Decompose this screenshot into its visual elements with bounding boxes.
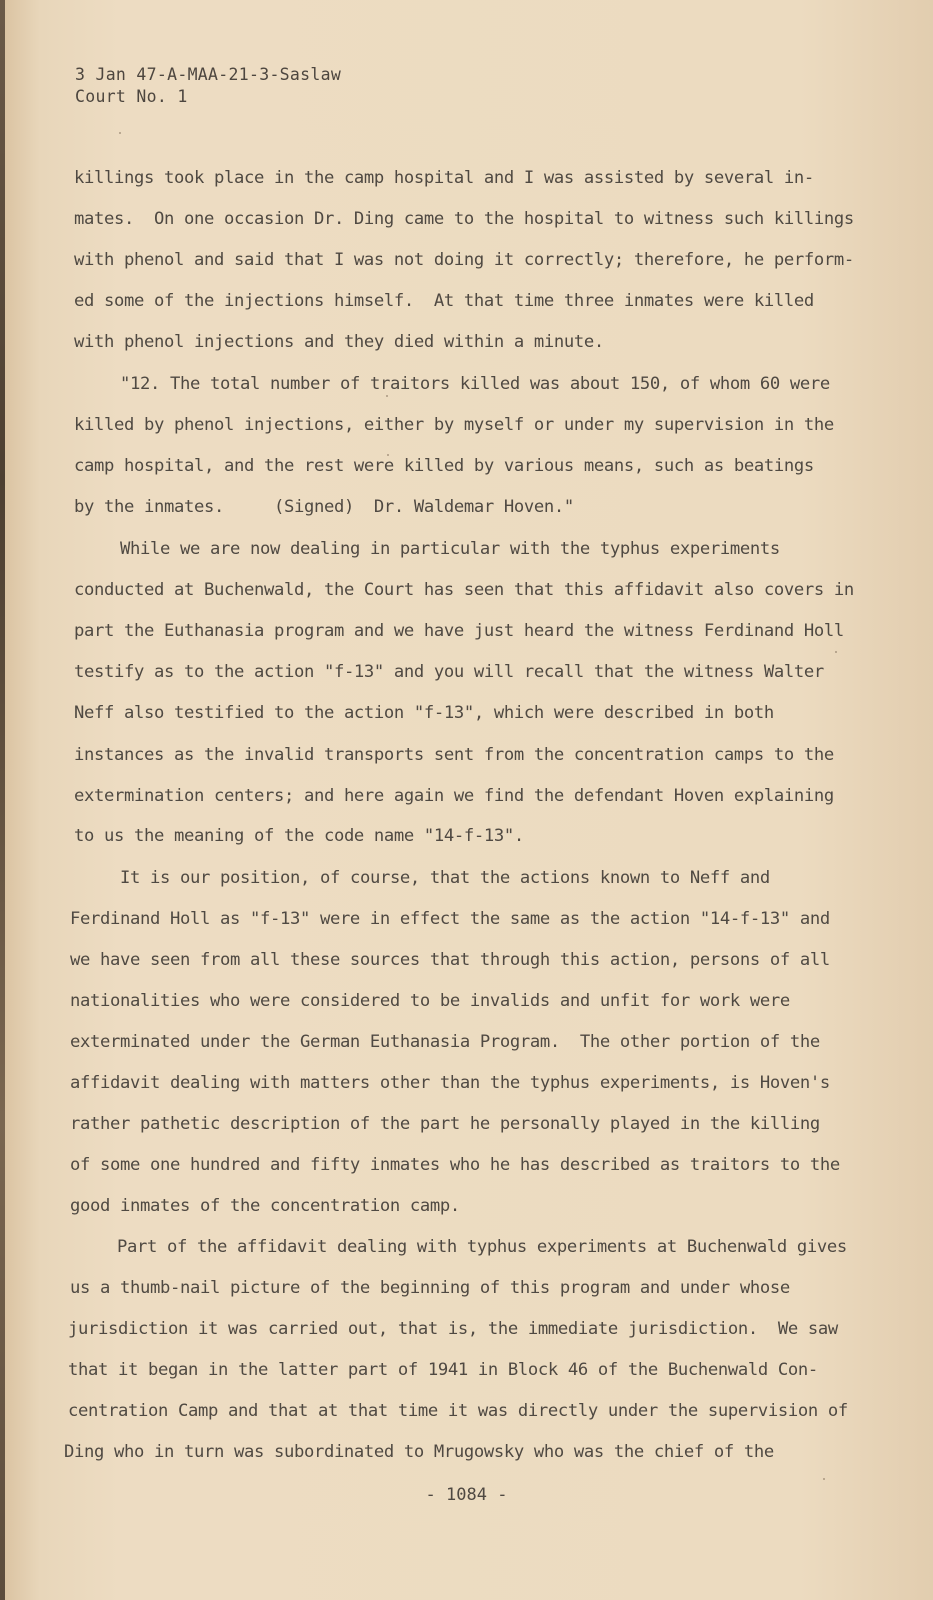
text-line: rather pathetic description of the part he personally played in the killing <box>70 1114 820 1134</box>
text-line: nationalities who were considered to be invalids and unfit for work were <box>70 991 790 1011</box>
header-reference: 3 Jan 47-A-MAA-21-3-Saslaw <box>75 65 342 84</box>
text-line: by the inmates. (Signed) Dr. Waldemar Hoven." <box>74 497 574 517</box>
text-line: instances as the invalid transports sent from the concentration camps to the <box>74 745 834 765</box>
text-line: mates. On one occasion Dr. Ding came to the hospital to witness such killings <box>74 209 854 229</box>
text-line: Neff also testified to the action "f-13", which were described in both <box>74 703 774 723</box>
text-line: with phenol injections and they died within a minute. <box>74 332 604 352</box>
text-line: ed some of the injections himself. At that time three inmates were killed <box>74 291 814 311</box>
text-line: killings took place in the camp hospital and I was assisted by several in- <box>74 168 814 188</box>
document-header <box>75 64 341 108</box>
text-line: of some one hundred and fifty inmates who he has described as traitors to the <box>70 1155 840 1175</box>
text-line: we have seen from all these sources that through this action, persons of all <box>70 950 830 970</box>
text-line: centration Camp and that at that time it was directly under the supervision of <box>68 1401 848 1421</box>
paper-speck <box>386 395 388 397</box>
text-line: good inmates of the concentration camp. <box>70 1196 460 1216</box>
text-line: part the Euthanasia program and we have just heard the witness Ferdinand Holl <box>74 621 844 641</box>
text-line: that it began in the latter part of 1941 in Block 46 of the Buchenwald Con- <box>68 1360 818 1380</box>
text-line: jurisdiction it was carried out, that is, the immediate jurisdiction. We saw <box>68 1319 838 1339</box>
text-line: camp hospital, and the rest were killed by various means, such as beatings <box>74 456 814 476</box>
paper-speck <box>835 651 837 653</box>
text-line: Ding who in turn was subordinated to Mrugowsky who was the chief of the <box>64 1442 774 1462</box>
page-edge-shadow <box>0 0 5 1600</box>
text-line: affidavit dealing with matters other than the typhus experiments, is Hoven's <box>70 1073 830 1093</box>
text-line: to us the meaning of the code name "14-f-13". <box>74 826 524 846</box>
text-line: with phenol and said that I was not doing it correctly; therefore, he perform- <box>74 250 854 270</box>
text-line: Part of the affidavit dealing with typhus experiments at Buchenwald gives <box>117 1237 847 1257</box>
text-line: us a thumb-nail picture of the beginning of this program and under whose <box>70 1278 790 1298</box>
text-line: killed by phenol injections, either by myself or under my supervision in the <box>74 415 834 435</box>
paper-speck <box>823 1478 825 1480</box>
text-line: extermination centers; and here again we find the defendant Hoven explaining <box>74 786 834 806</box>
paper-speck <box>387 454 389 456</box>
text-line: While we are now dealing in particular with the typhus experiments <box>120 539 780 559</box>
text-line: Ferdinand Holl as "f-13" were in effect the same as the action "14-f-13" and <box>70 909 830 929</box>
text-line: testify as to the action "f-13" and you will recall that the witness Walter <box>74 662 824 682</box>
text-line: conducted at Buchenwald, the Court has seen that this affidavit also covers in <box>74 580 854 600</box>
header-court: Court No. 1 <box>75 87 188 106</box>
paper-speck <box>119 132 121 134</box>
page-number: - 1084 - <box>425 1485 508 1505</box>
text-line: It is our position, of course, that the actions known to Neff and <box>120 868 770 888</box>
text-line: exterminated under the German Euthanasia Program. The other portion of the <box>70 1032 820 1052</box>
text-line: "12. The total number of traitors killed was about 150, of whom 60 were <box>120 374 830 394</box>
